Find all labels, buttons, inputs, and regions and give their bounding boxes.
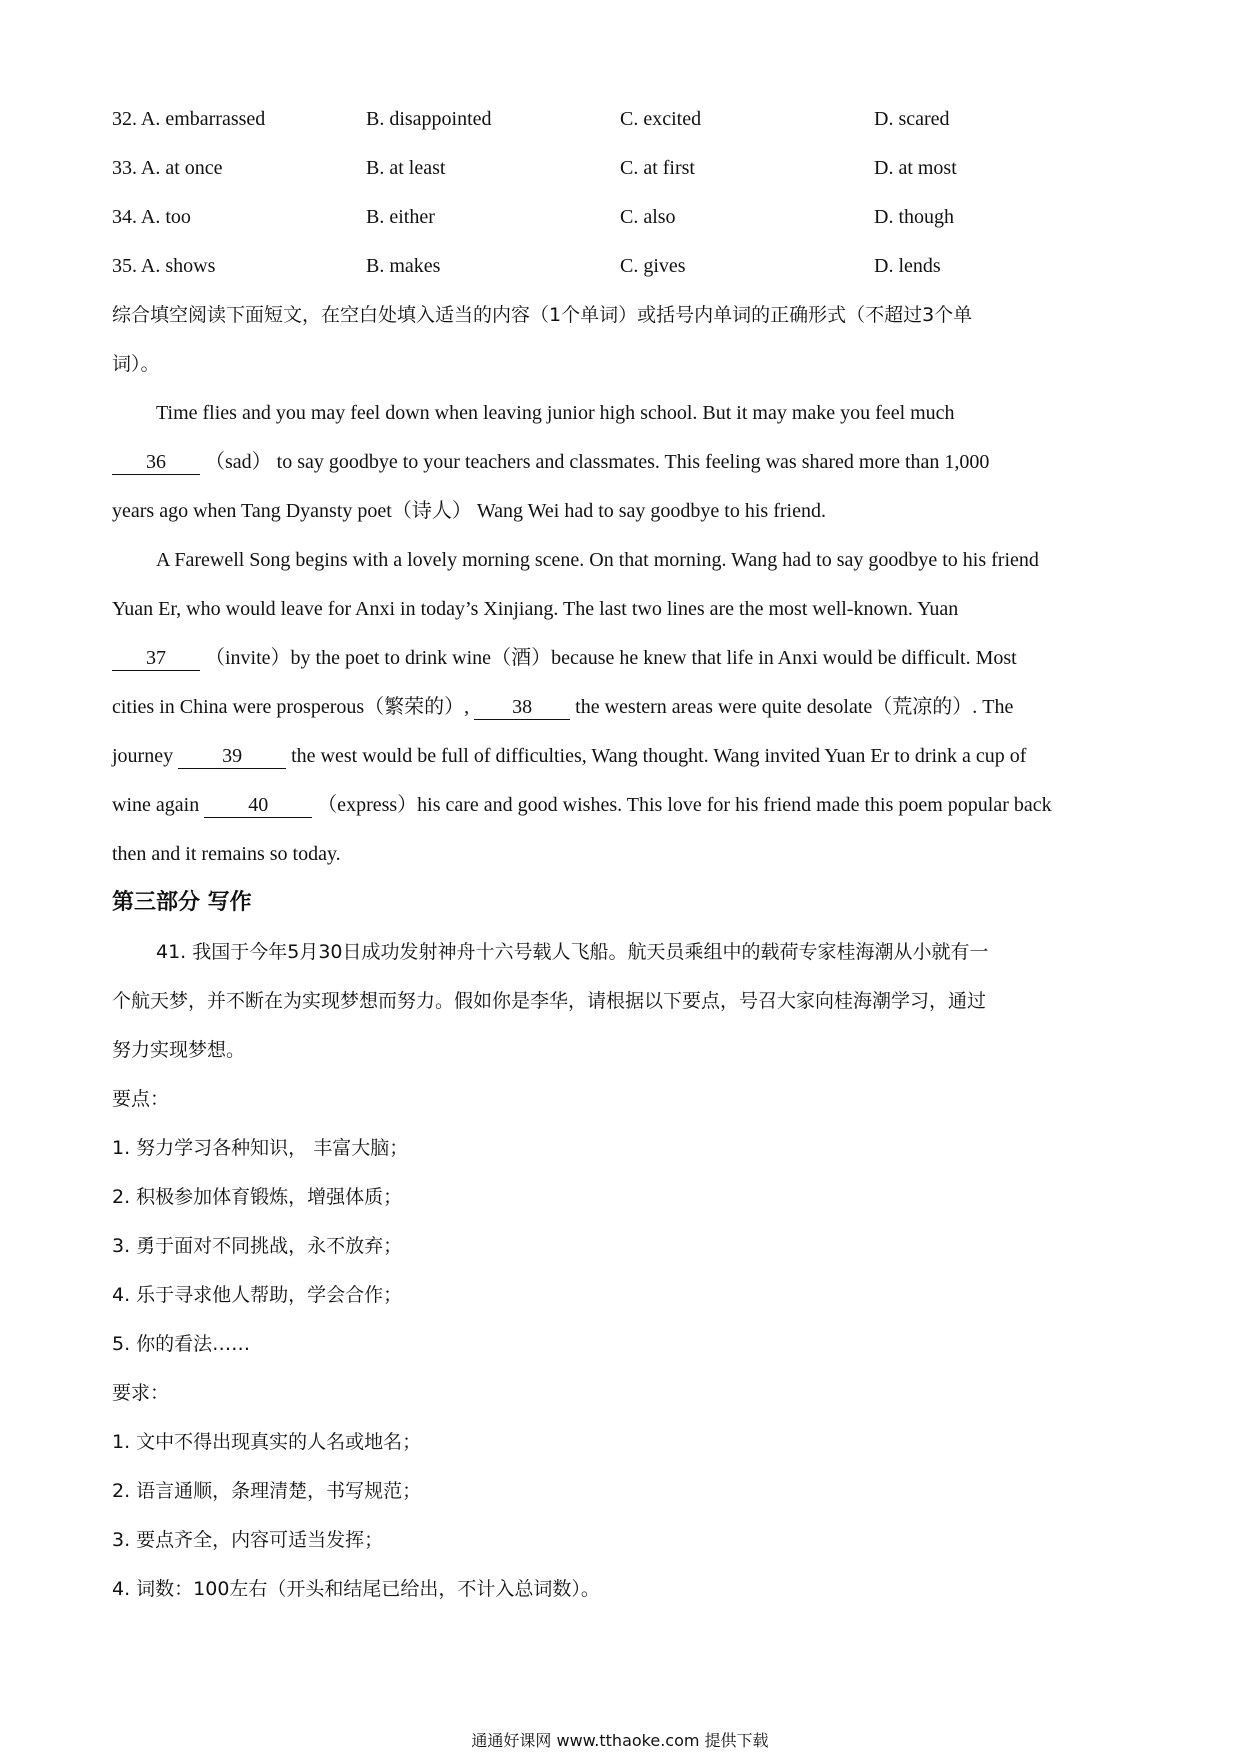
blank-37[interactable]: 37: [112, 646, 200, 671]
passage-line-with-blank: [112, 790, 1052, 820]
option-b: B. disappointed: [366, 108, 492, 130]
passage-text: the west would be full of difficulties, Wang thought. Wang invited Yuan Er to drink a cup of: [291, 745, 1027, 767]
blank-38[interactable]: 38: [474, 695, 570, 720]
blank-39[interactable]: 39: [178, 744, 286, 769]
passage-line: years ago when Tang Dyansty poet（诗人） Wang Wei had to say goodbye to his friend.: [112, 500, 826, 522]
writing-prompt-line-1: 41. 我国于今年5月30日成功发射神舟十六号载人飞船。航天员乘组中的载荷专家桂海潮从小就有一: [156, 941, 989, 963]
point-item: 5. 你的看法……: [112, 1333, 251, 1355]
passage-line-with-blank: [112, 692, 1013, 722]
passage-line: Time flies and you may feel down when leaving junior high school. But it may make you feel much: [156, 402, 955, 424]
option-b: B. either: [366, 206, 435, 228]
requirement-item: 1. 文中不得出现真实的人名或地名；: [112, 1431, 422, 1453]
passage-text: journey: [112, 745, 174, 767]
requirement-item: 2. 语言通顺，条理清楚，书写规范；: [112, 1480, 422, 1502]
page-footer: 通通好课网 www.tthaoke.com 提供下载: [471, 1731, 769, 1750]
blank-40[interactable]: 40: [204, 793, 312, 818]
passage-text: （invite）by the poet to drink wine（酒）because he knew that life in Anxi would be difficult. Most: [205, 647, 1017, 669]
writing-prompt-line-3: 努力实现梦想。: [112, 1039, 246, 1061]
option-a: 32. A. embarrassed: [112, 108, 266, 130]
points-label: 要点：: [112, 1088, 170, 1110]
requirement-item: 4. 词数：100左右（开头和结尾已给出，不计入总词数）。: [112, 1578, 600, 1600]
requirement-item: 3. 要点齐全，内容可适当发挥；: [112, 1529, 384, 1551]
option-d: D. at most: [874, 157, 957, 179]
point-item: 4. 乐于寻求他人帮助，学会合作；: [112, 1284, 403, 1306]
passage-line-with-blank: [112, 741, 1026, 771]
option-b: B. makes: [366, 255, 441, 277]
option-b: B. at least: [366, 157, 446, 179]
passage-text: wine again: [112, 794, 200, 816]
passage-line-with-blank: [112, 447, 989, 477]
requirements-label: 要求：: [112, 1382, 170, 1404]
passage-line: Yuan Er, who would leave for Anxi in today’s Xinjiang. The last two lines are the most well-known. Yuan: [112, 598, 959, 620]
option-d: D. scared: [874, 108, 950, 130]
option-c: C. gives: [620, 255, 686, 277]
passage-text: cities in China were prosperous（繁荣的）,: [112, 696, 470, 718]
passage-line: then and it remains so today.: [112, 843, 341, 865]
passage-text: （express）his care and good wishes. This love for his friend made this poem popular back: [317, 794, 1052, 816]
option-a: 34. A. too: [112, 206, 191, 228]
blank-36[interactable]: 36: [112, 450, 200, 475]
passage-line-with-blank: [112, 643, 1017, 673]
option-c: C. excited: [620, 108, 702, 130]
writing-prompt-line-2: 个航天梦，并不断在为实现梦想而努力。假如你是李华，请根据以下要点，号召大家向桂海潮学习，通过: [112, 990, 987, 1012]
passage-line: A Farewell Song begins with a lovely morning scene. On that morning. Wang had to say goodbye to his friend: [156, 549, 1039, 571]
cloze-instruction-line-1: 综合填空阅读下面短文，在空白处填入适当的内容（1个单词）或括号内单词的正确形式（不超过3个单: [112, 304, 973, 326]
option-d: D. though: [874, 206, 954, 228]
section-heading: 第三部分 写作: [112, 890, 252, 915]
option-a: 35. A. shows: [112, 255, 216, 277]
cloze-instruction-line-2: 词）。: [112, 353, 160, 375]
option-c: C. also: [620, 206, 676, 228]
option-a: 33. A. at once: [112, 157, 223, 179]
point-item: 1. 努力学习各种知识， 丰富大脑；: [112, 1137, 409, 1159]
point-item: 2. 积极参加体育锻炼，增强体质；: [112, 1186, 403, 1208]
option-c: C. at first: [620, 157, 695, 179]
passage-text: （sad） to say goodbye to your teachers and classmates. This feeling was shared more than 1,000: [205, 451, 990, 473]
passage-text: the western areas were quite desolate（荒凉的）. The: [575, 696, 1014, 718]
option-d: D. lends: [874, 255, 941, 277]
point-item: 3. 勇于面对不同挑战，永不放弃；: [112, 1235, 403, 1257]
